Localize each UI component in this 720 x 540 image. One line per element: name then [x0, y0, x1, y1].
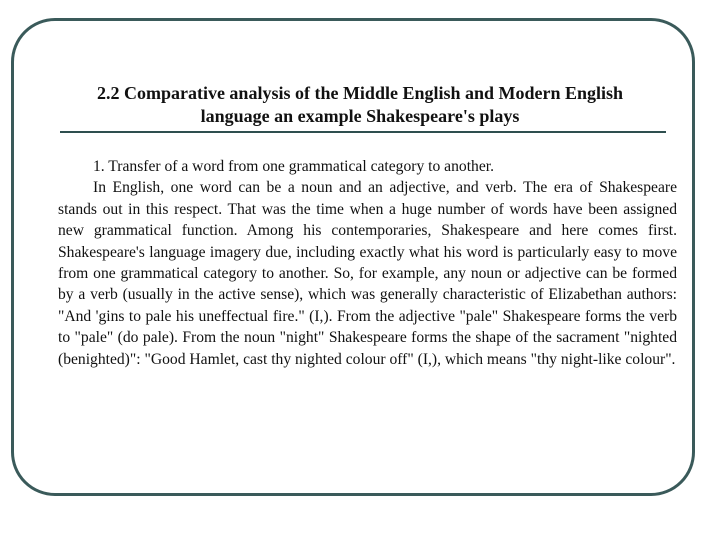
body-text [58, 156, 677, 370]
slide-title [40, 82, 680, 128]
slide-title-line-1: 2.2 Comparative analysis of the Middle English and Modern English [96, 83, 624, 103]
paragraph-heading: 1. Transfer of a word from one grammatical category to another. [93, 158, 494, 175]
paragraph-body: In English, one word can be a noun and an adjective, and verb. The era of Shakespeare stands out in this respect. That was the time when a huge number of words have been assigned new grammatical function. Among his contemporaries, Shakespeare and here comes first. Shakespeare's language imagery due, including exactly what his word is particularly easy to move from one grammatical category to another. So, for example, any noun or adjective can be formed by a verb (usually in the active sense), which was generally characteristic of Elizabethan authors: "And 'gins to pale his uneffectual fire." (I,). From the adjective "pale" Shakespeare forms the verb to "pale" (do pale). From the noun "night" Shakespeare forms the shape of the sacrament "nighted (benighted)": "Good Hamlet, cast thy nighted colour off" (I,), which means "thy night-like colour". [58, 179, 677, 368]
slide-title-line-2: language an example Shakespeare's plays [200, 106, 520, 126]
title-divider [60, 131, 666, 133]
